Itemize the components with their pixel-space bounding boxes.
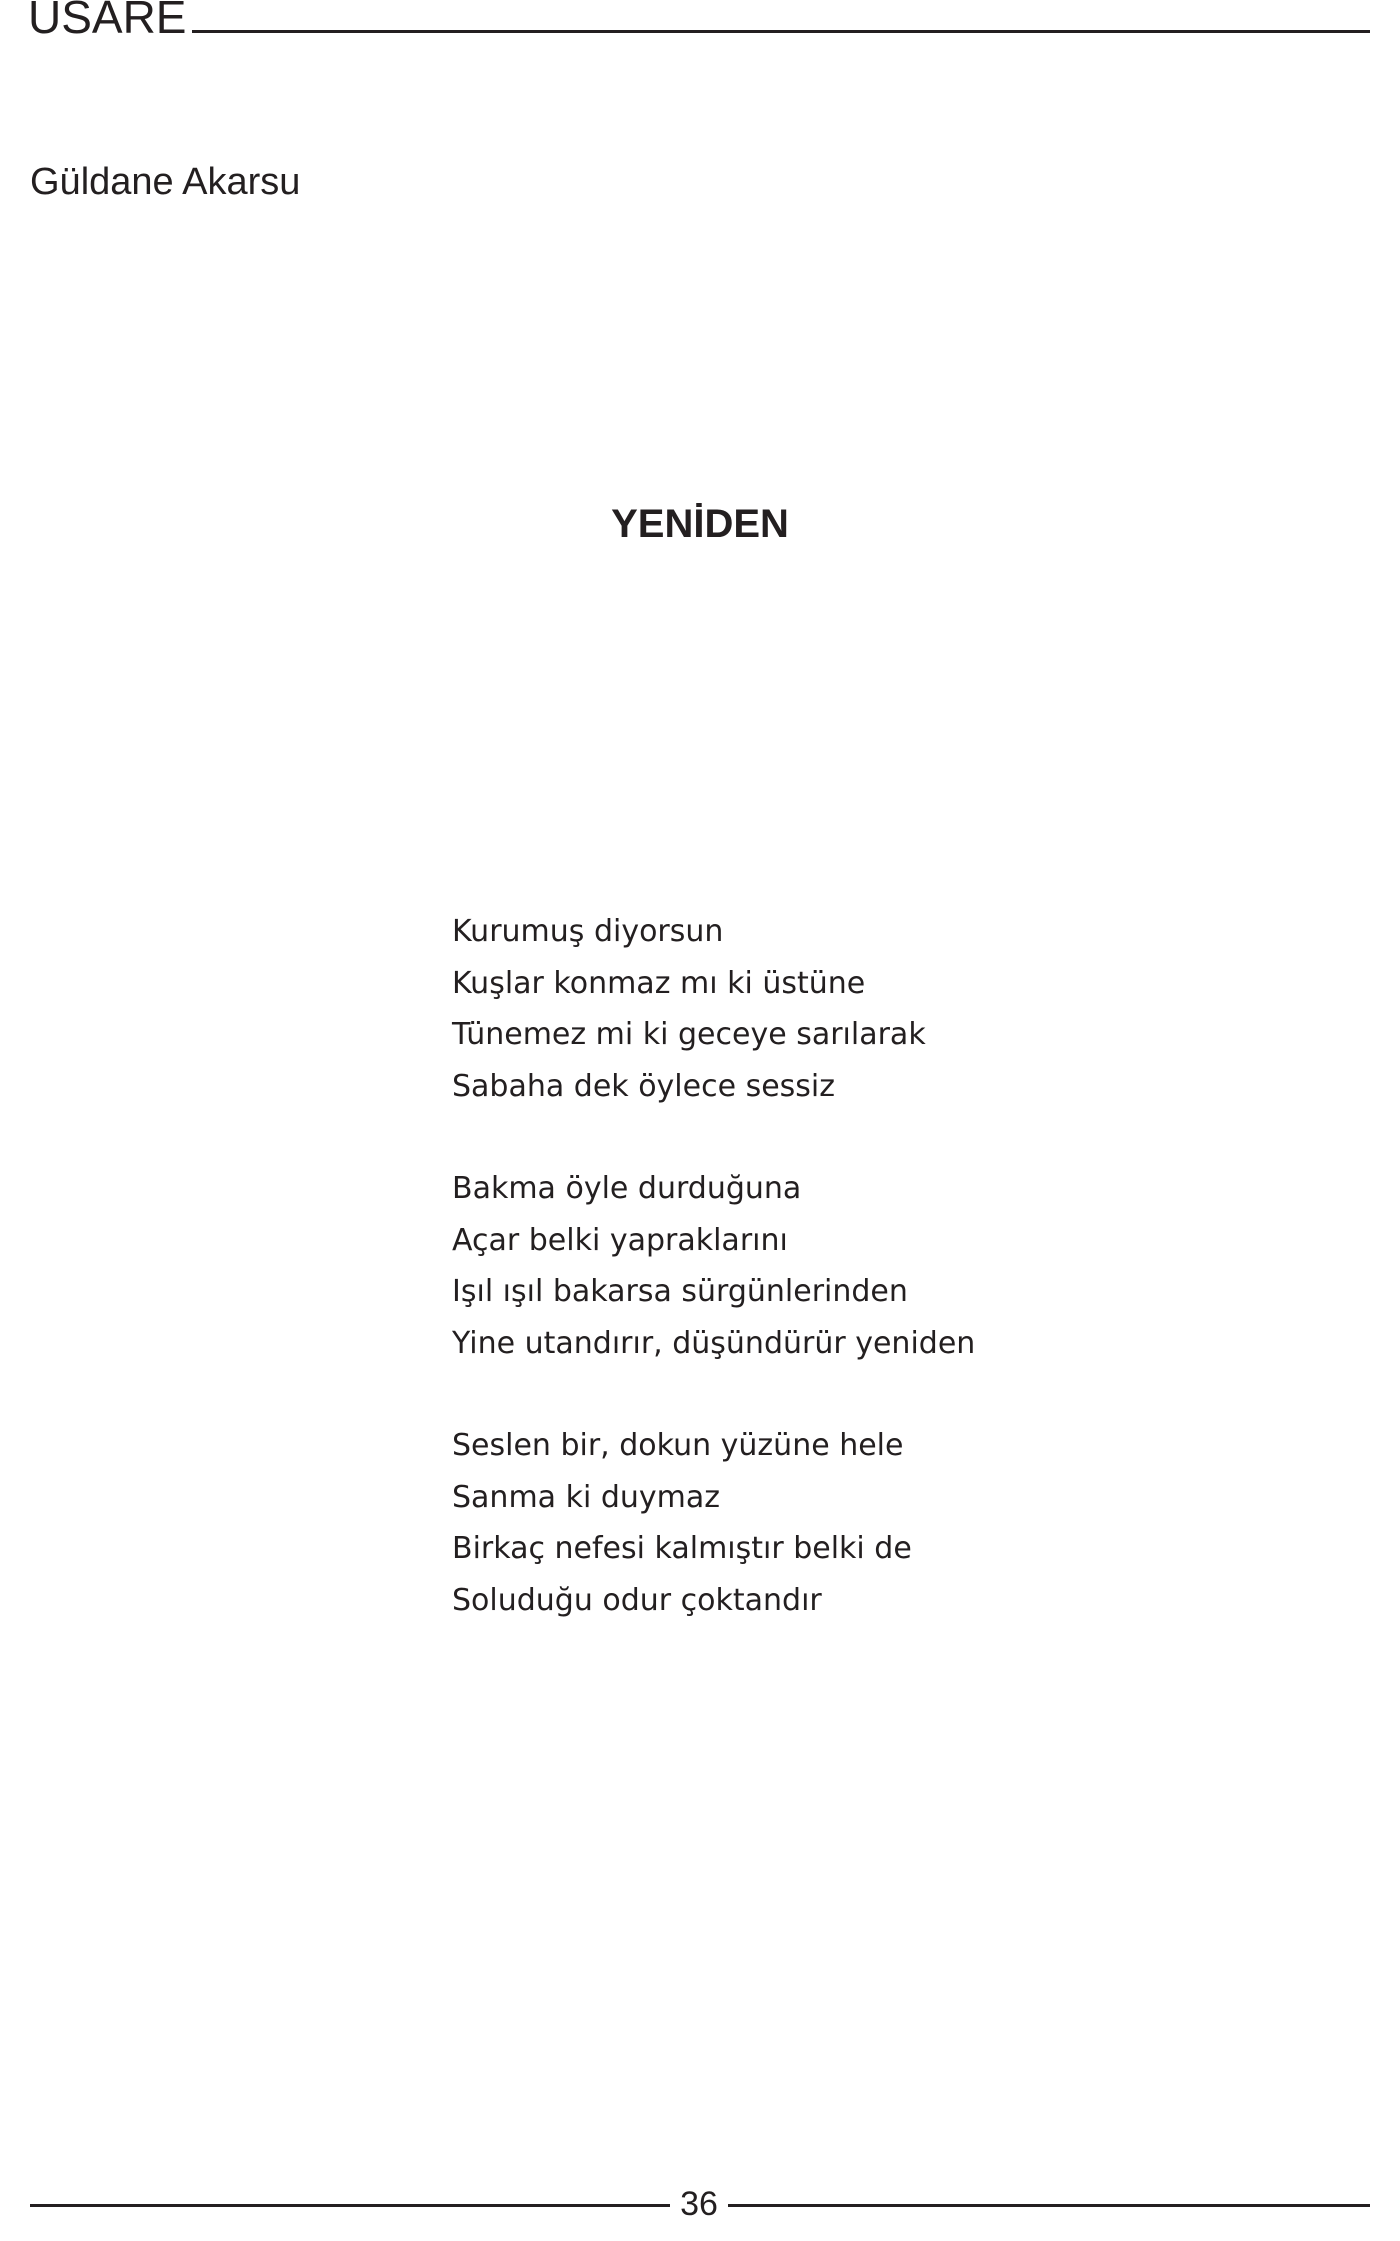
poem-line: Kurumuş diyorsun <box>452 914 724 949</box>
footer-rule-right <box>728 2204 1370 2207</box>
poem-line: Bakma öyle durduğuna <box>452 1171 802 1206</box>
journal-title: USARE <box>28 0 187 43</box>
poem-line: Soluduğu odur çoktandır <box>452 1582 822 1618</box>
poem-line: Seslen bir, dokun yüzüne hele <box>452 1428 904 1463</box>
poem-line: Açar belki yapraklarını <box>452 1222 788 1258</box>
author-name: Güldane Akarsu <box>30 161 301 203</box>
header-rule <box>192 30 1370 33</box>
stanza-1 <box>452 906 975 1112</box>
footer-rule-left <box>30 2204 670 2207</box>
poem-line: Kuşlar konmaz mı ki üstüne <box>452 965 866 1001</box>
poem-line: Sanma ki duymaz <box>452 1479 720 1515</box>
poem-line: Yine utandırır, düşündürür yeniden <box>452 1325 976 1361</box>
poem-line: Sabaha dek öylece sessiz <box>452 1068 836 1104</box>
stanza-2 <box>452 1163 975 1369</box>
poem-title-text: YENİDEN <box>611 502 789 546</box>
poem-title <box>0 500 1400 548</box>
page-number: 36 <box>680 2185 718 2223</box>
stanza-3 <box>452 1420 975 1626</box>
poem-line: Birkaç nefesi kalmıştır belki de <box>452 1531 912 1566</box>
poem-line: Tünemez mi ki geceye sarılarak <box>452 1017 926 1052</box>
poem-line: Işıl ışıl bakarsa sürgünlerinden <box>452 1274 908 1309</box>
poem-body <box>452 906 975 1677</box>
